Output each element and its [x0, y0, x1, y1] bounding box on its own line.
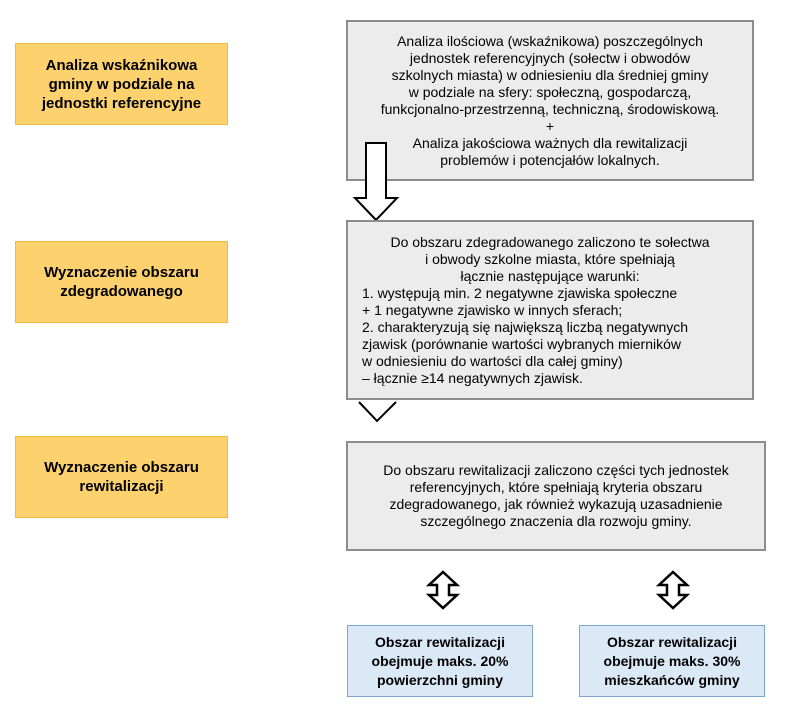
box-analiza — [346, 20, 754, 181]
condition-item-2: 2. charakteryzują się największą liczbą negatywnych zjawisk (porównanie wartości wybranych mierników w odniesieniu do wartości dla całej gminy) – łącznie ≥14 negatywnych zjawisk. — [362, 318, 689, 386]
result-box-powierzchnia — [347, 625, 533, 697]
box-obszar-rewitalizacji — [346, 441, 766, 551]
result-box-powierzchnia-text: Obszar rewitalizacji obejmuje maks. 20% powierzchni gminy — [371, 633, 509, 688]
label-obszar-zdegradowany-text: Wyznaczenie obszaru zdegradowanego — [44, 264, 199, 300]
box-analiza-text: Analiza ilościowa (wskaźnikowa) poszczególnych jednostek referencyjnych (sołectw i obwodów szkolnych miasta) w odniesieniu dla średniej gminy w podziale na sfery: społeczną, gospodarczą, funkcjonalno-przestrzenną, techniczną, środowiskową. + Analiza jakościowa ważnych dla rewitalizacji problemów i potencjałów lokalnych. — [380, 32, 720, 168]
arrow-down-1 — [354, 143, 398, 221]
result-box-mieszkancy — [579, 625, 765, 697]
label-obszar-rewitalizacji — [15, 436, 228, 518]
double-arrow-right — [656, 571, 690, 609]
result-box-mieszkancy-text: Obszar rewitalizacji obejmuje maks. 30% mieszkańców gminy — [603, 633, 741, 688]
box-zdegradowany-intro: Do obszaru zdegradowanego zaliczono te sołectwa i obwody szkolne miasta, które spełniają łącznie następujące warunki: — [390, 233, 710, 284]
box-obszar-zdegradowany — [346, 220, 754, 400]
label-obszar-rewitalizacji-text: Wyznaczenie obszaru rewitalizacji — [44, 459, 199, 495]
double-arrow-left — [426, 571, 460, 609]
label-obszar-zdegradowany — [15, 241, 228, 323]
label-analiza-wskaznikowa-text: Analiza wskaźnikowa gminy w podziale na jednostki referencyjne — [41, 56, 202, 112]
arrow-down-2 — [358, 401, 398, 423]
label-analiza-wskaznikowa — [15, 43, 228, 125]
condition-item-1: 1. występują min. 2 negatywne zjawiska społeczne + 1 negatywne zjawisko w innych sferach; — [362, 284, 678, 318]
box-rewitalizacji-text: Do obszaru rewitalizacji zaliczono części tych jednostek referencyjnych, które spełniają kryteria obszaru zdegradowanego, jak również wykazują uzasadnienie szczególnego znaczenia dla rozwoju gminy. — [383, 462, 729, 529]
